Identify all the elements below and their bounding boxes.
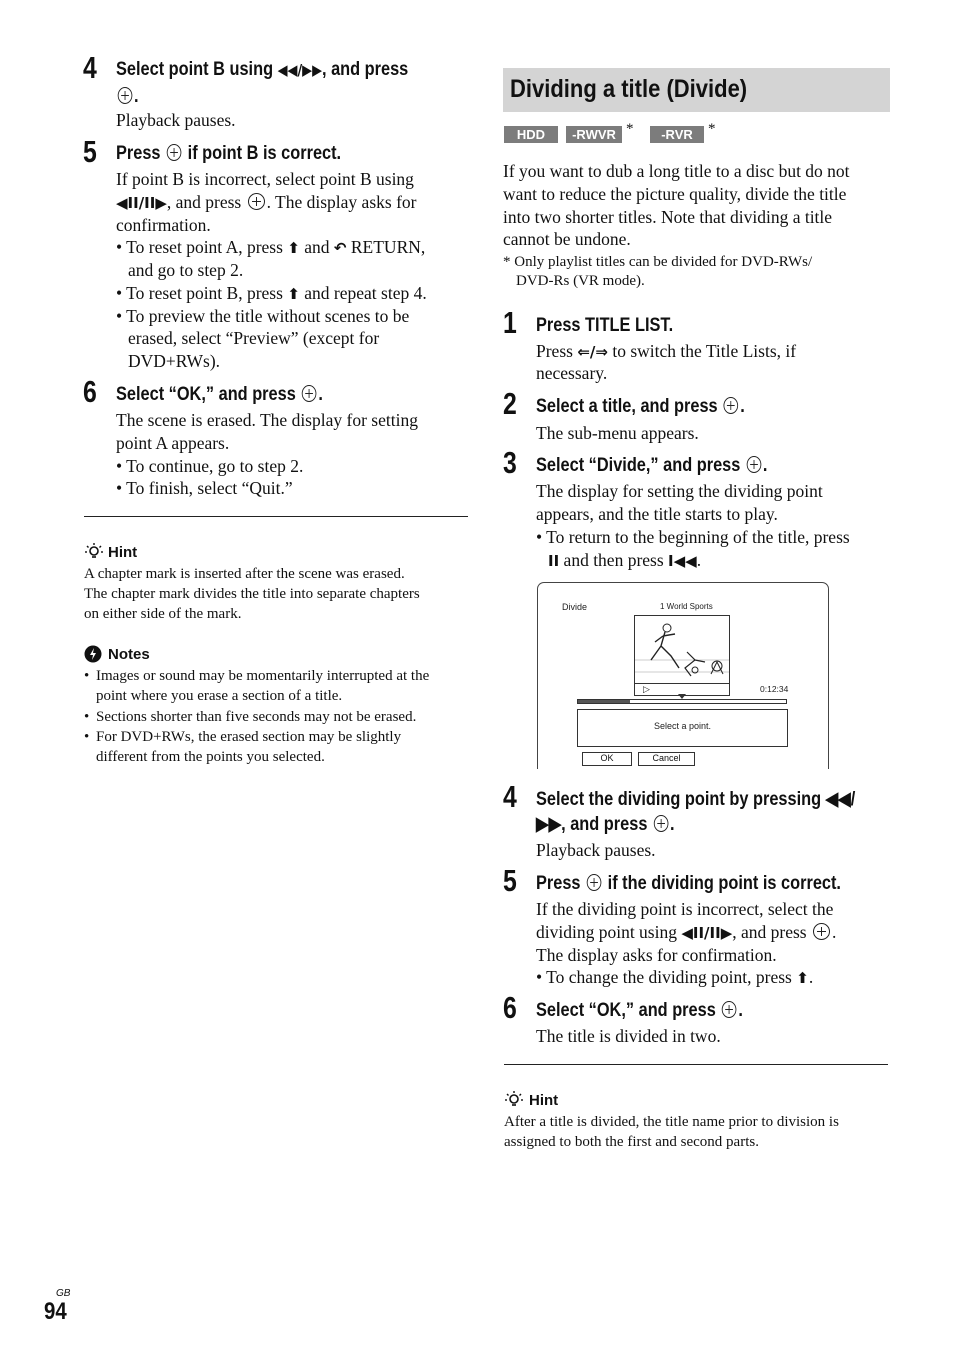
- asterisk: *: [708, 121, 716, 137]
- step-heading: Press if the dividing point is correct.: [536, 873, 841, 894]
- up-arrow-icon: ⬆: [287, 285, 300, 303]
- step-body: ◀II/II▶, and press . The display asks for: [116, 192, 417, 212]
- rvr-badge: -RVR: [650, 126, 704, 143]
- asterisk: *: [626, 121, 634, 137]
- bullet-item: • To finish, select “Quit.”: [116, 478, 293, 498]
- left-right-arrow-icon: ⇐/⇒: [577, 343, 608, 361]
- bullet-item: • To reset point A, press ⬆ and ↶ RETURN,: [116, 237, 426, 257]
- ok-button[interactable]: OK: [582, 752, 632, 766]
- bullet-item-cont: and go to step 2.: [128, 260, 244, 280]
- hint-text: The chapter mark divides the title into separate chapters: [84, 586, 420, 602]
- step-body: If the dividing point is incorrect, select the: [536, 899, 834, 919]
- note-bullet: •: [84, 729, 90, 745]
- dividing-point-marker: [678, 694, 686, 699]
- step-heading: Select point B using ◀◀/▶▶, and press: [116, 59, 409, 80]
- step-heading: Select the dividing point by pressing ◀◀/: [536, 789, 856, 810]
- step-body: If point B is incorrect, select point B using: [116, 169, 414, 189]
- intro-text: If you want to dub a long title to a disc but do not: [503, 161, 850, 181]
- intro-text: into two shorter titles. Note that dividing a title: [503, 207, 833, 227]
- notes-icon: [84, 645, 102, 668]
- hint-text: assigned to both the first and second parts.: [504, 1134, 759, 1150]
- video-thumbnail: [634, 615, 730, 696]
- progress-bar: [577, 699, 787, 704]
- screen-time: 0:12:34: [760, 684, 789, 694]
- step-number: 5: [83, 134, 97, 169]
- step-heading: Select “Divide,” and press .: [536, 455, 768, 476]
- step-body: Playback pauses.: [116, 110, 236, 130]
- progress-fill: [578, 700, 630, 703]
- enter-button-icon: [813, 923, 830, 940]
- page-number: 94: [44, 1298, 67, 1325]
- enter-button-icon: [747, 456, 762, 473]
- note-text: different from the points you selected.: [96, 749, 325, 765]
- region-code: GB: [56, 1288, 71, 1299]
- bullet-item: • To continue, go to step 2.: [116, 456, 304, 476]
- bullet-item-cont: DVD+RWs).: [128, 351, 221, 371]
- note-text: For DVD+RWs, the erased section may be slightly: [96, 729, 402, 745]
- step-number: 6: [503, 990, 517, 1025]
- previous-icon: I◀◀: [668, 552, 697, 570]
- step-number: 1: [503, 305, 517, 340]
- bullet-item-cont: erased, select “Preview” (except for: [128, 328, 380, 348]
- bullet-item: • To change the dividing point, press ⬆.: [536, 967, 814, 987]
- step-number: 3: [503, 445, 517, 480]
- note-text: Images or sound may be momentarily interrupted at the: [96, 668, 430, 684]
- bullet-item-cont: II and then press I◀◀.: [548, 550, 702, 570]
- enter-button-icon: [248, 193, 265, 210]
- footnote: DVD-Rs (VR mode).: [516, 273, 645, 289]
- enter-button-icon: [722, 1001, 737, 1018]
- screen-label: Divide: [562, 602, 588, 612]
- step-body: Playback pauses.: [536, 840, 656, 860]
- message-text: Select a point.: [653, 721, 712, 731]
- hint-text: on either side of the mark.: [84, 606, 242, 622]
- step-number: 6: [83, 374, 97, 409]
- step-body: dividing point using ◀II/II▶, and press .: [536, 922, 837, 942]
- step-heading: Select “OK,” and press .: [116, 384, 323, 405]
- return-icon: ↶: [333, 239, 347, 257]
- enter-button-icon: [724, 397, 739, 414]
- divider: [84, 516, 468, 517]
- step-body: The scene is erased. The display for setting: [116, 410, 418, 430]
- intro-text: want to reduce the picture quality, divide the title: [503, 184, 847, 204]
- footnote: * Only playlist titles can be divided for DVD-RWs/: [503, 254, 813, 270]
- step-body: Press ⇐/⇒ to switch the Title Lists, if: [536, 341, 797, 361]
- step-number: 4: [83, 50, 97, 85]
- bullet-item: • To reset point B, press ⬆ and repeat step 4.: [116, 283, 427, 303]
- enter-button-icon: [118, 87, 133, 104]
- bullet-item: • To preview the title without scenes to be: [116, 306, 410, 326]
- step-heading: Press if point B is correct.: [116, 143, 342, 164]
- step-number: 4: [503, 779, 517, 814]
- step-body: necessary.: [536, 363, 608, 383]
- intro-text: cannot be undone.: [503, 229, 631, 249]
- step-heading: Press TITLE LIST.: [536, 315, 674, 336]
- step-body: point A appears.: [116, 433, 230, 453]
- up-arrow-icon: ⬆: [796, 969, 809, 987]
- hint-label: Hint: [108, 544, 138, 561]
- bullet-item: • To return to the beginning of the title, press: [536, 527, 850, 547]
- note-bullet: •: [84, 668, 90, 684]
- divider: [504, 1064, 888, 1065]
- enter-button-icon: [654, 815, 669, 832]
- hint-text: A chapter mark is inserted after the scene was erased.: [84, 566, 405, 582]
- note-bullet: •: [84, 709, 90, 725]
- section-title: Dividing a title (Divide): [510, 75, 748, 103]
- cancel-button[interactable]: Cancel: [638, 752, 695, 766]
- step-heading: Select “OK,” and press .: [536, 1000, 743, 1021]
- step-body: appears, and the title starts to play.: [536, 504, 778, 524]
- enter-button-icon: [302, 385, 317, 402]
- note-text: Sections shorter than five seconds may not be erased.: [96, 709, 417, 725]
- note-text: point where you erase a section of a title.: [96, 688, 343, 704]
- rwvr-badge: -RWVR: [566, 126, 622, 143]
- step-heading: Select a title, and press .: [536, 396, 745, 417]
- pause-icon: II: [548, 552, 560, 570]
- step-heading-cont: ▶▶, and press .: [536, 814, 675, 835]
- notes-label: Notes: [108, 646, 150, 663]
- up-arrow-icon: ⬆: [287, 239, 300, 257]
- step-body: confirmation.: [116, 215, 211, 235]
- step-heading-cont: .: [116, 84, 139, 109]
- hint-text: After a title is divided, the title name prior to division is: [504, 1114, 839, 1130]
- enter-button-icon: [167, 144, 182, 161]
- step-number: 2: [503, 386, 517, 421]
- step-body: The sub-menu appears.: [536, 423, 699, 443]
- step-body: The display for setting the dividing point: [536, 481, 823, 501]
- step-body: The display asks for confirmation.: [536, 945, 777, 965]
- enter-button-icon: [587, 874, 602, 891]
- play-icon: ▷: [643, 684, 650, 694]
- step-number: 5: [503, 863, 517, 898]
- hdd-badge: HDD: [504, 126, 558, 143]
- hint-label: Hint: [529, 1092, 559, 1109]
- screen-title: 1 World Sports: [660, 602, 713, 611]
- step-body: The title is divided in two.: [536, 1026, 721, 1046]
